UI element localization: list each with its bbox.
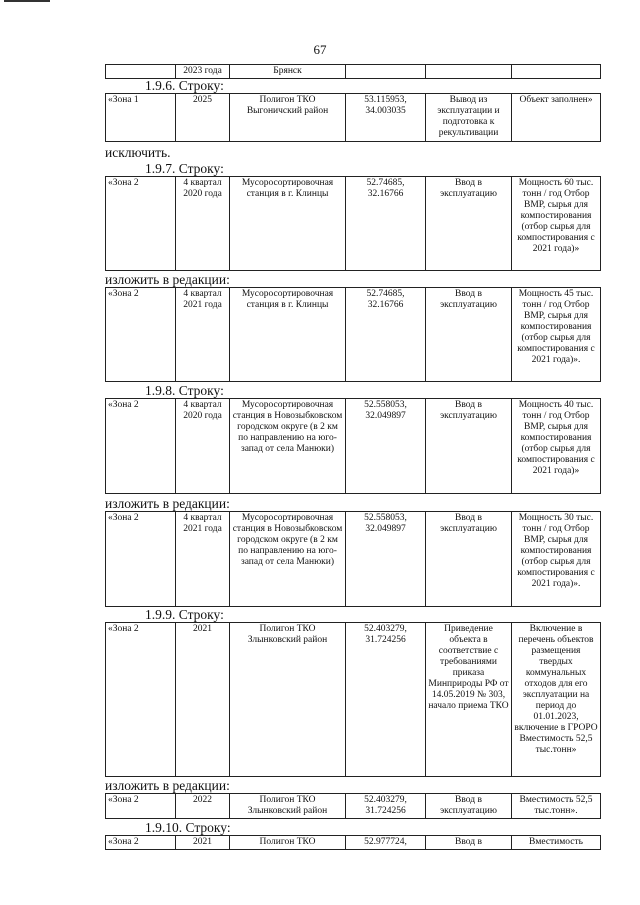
table-row: «Зона 2 4 квартал 2021 года Мусоросортировочная станция в Новозыбковском городском округе (в 2 км по направлению на юго-запад от села Манюки) 52.558053, 32.049897 Ввод в эксплуатацию Мощность 30 тыс. тонн / год Отбор ВМР, сырья для компостирования (отбор сырья для компостирования с 2021 года)». <box>106 512 601 607</box>
caption-1-9-7: 1.9.7. Строку: <box>145 161 224 176</box>
caption-1-9-8: 1.9.8. Строку: <box>145 383 224 398</box>
caption-redaction-1: изложить в редакции: <box>105 272 230 287</box>
caption-redaction-2: изложить в редакции: <box>105 496 230 511</box>
table-row: 2023 года Брянск <box>106 65 601 79</box>
table-1-9-7-new <box>105 287 601 382</box>
page-number: 67 <box>313 42 327 57</box>
table-1-9-9-new <box>105 793 601 819</box>
top-edge-mark <box>4 0 50 2</box>
table-row: «Зона 2 4 квартал 2020 года Мусоросортировочная станция в г. Клинцы 52.74685, 32.16766 Ввод в эксплуатацию Мощность 60 тыс. тонн / год Отбор ВМР, сырья для компостирования (отбор сырья для компостирования с 2021 года)» <box>106 177 601 271</box>
table-1-9-6 <box>105 93 601 142</box>
table-row: «Зона 2 2022 Полигон ТКО Злынковский район 52.403279, 31.724256 Ввод в эксплуатацию Вместимость 52,5 тыс.тонн». <box>106 794 601 819</box>
table-1-9-7-old <box>105 176 601 271</box>
table-row: «Зона 1 2025 Полигон ТКО Выгоничский район 53.115953, 34.003035 Вывод из эксплуатации и подготовка к рекультивации Объект заполнен» <box>106 94 601 142</box>
table-1-9-8-new <box>105 511 601 607</box>
caption-1-9-10: 1.9.10. Строку: <box>145 820 231 835</box>
caption-1-9-6: 1.9.6. Строку: <box>145 78 224 93</box>
table-row: «Зона 2 4 квартал 2020 года Мусоросортировочная станция в Новозыбковском городском округе (в 2 км по направлению на юго-запад от села Манюки) 52.558053, 32.049897 Ввод в эксплуатацию Мощность 40 тыс. тонн / год Отбор ВМР, сырья для компостирования (отбор сырья для компостирования с 2021 года)» <box>106 399 601 494</box>
table-1-9-8-old <box>105 398 601 494</box>
table-row: «Зона 2 2021 Полигон ТКО 52.977724, Ввод в Вместимость <box>106 836 601 850</box>
table-1-9-10 <box>105 835 601 850</box>
caption-1-9-9: 1.9.9. Строку: <box>145 607 224 622</box>
table-row: «Зона 2 4 квартал 2021 года Мусоросортировочная станция в г. Клинцы 52.74685, 32.16766 Ввод в эксплуатацию Мощность 45 тыс. тонн / год Отбор ВМР, сырья для компостирования (отбор сырья для компостирования с 2021 года)». <box>106 288 601 382</box>
table-row: «Зона 2 2021 Полигон ТКО Злынковский район 52.403279, 31.724256 Приведение объекта в соответствие с требованиями приказа Минприроды РФ от 14.05.2019 № 303, начало приема ТКО Включение в перечень объектов размещения твердых коммунальных отходов для его эксплуатации на период до 01.01.2023, включение в ГРОРО Вместимость 52,5 тыс.тонн» <box>106 623 601 777</box>
table-1-9-9-old <box>105 622 601 777</box>
caption-redaction-3: изложить в редакции: <box>105 778 230 793</box>
caption-exclude: исключить. <box>105 145 171 160</box>
table-prev-row <box>105 64 601 79</box>
